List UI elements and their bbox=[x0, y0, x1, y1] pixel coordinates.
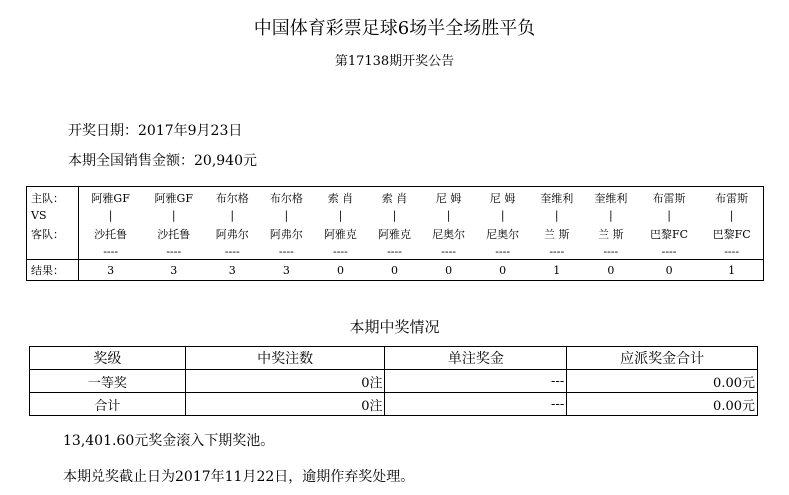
away-team: 阿弗尔 bbox=[215, 227, 249, 241]
vs-separator: | bbox=[284, 209, 289, 222]
prize-level: 合计 bbox=[30, 393, 186, 416]
home-team: 布尔格 bbox=[215, 191, 249, 205]
dash-row bbox=[27, 244, 764, 260]
home-team: 布雷斯 bbox=[715, 191, 749, 205]
home-team: 布尔格 bbox=[269, 191, 303, 205]
away-label: 客队： bbox=[27, 223, 79, 244]
match-result: 3 bbox=[142, 260, 205, 281]
vs-separator: | bbox=[608, 209, 613, 222]
result-row bbox=[27, 260, 764, 281]
vs-separator: | bbox=[500, 209, 505, 222]
winner-count: 0注 bbox=[185, 393, 385, 416]
vs-label: VS bbox=[27, 208, 79, 223]
dash-separator: ---- bbox=[387, 245, 402, 258]
match-result: 3 bbox=[205, 260, 259, 281]
home-team: 阿雅GF bbox=[154, 191, 193, 205]
home-team: 奎维利 bbox=[540, 191, 574, 205]
single-prize: --- bbox=[385, 370, 567, 393]
match-result: 0 bbox=[313, 260, 367, 281]
vs-separator: | bbox=[554, 209, 559, 222]
match-result: 0 bbox=[422, 260, 476, 281]
match-result: 3 bbox=[79, 260, 143, 281]
dash-separator: ---- bbox=[278, 245, 294, 258]
home-team: 索 肖 bbox=[327, 191, 354, 205]
single-prize: --- bbox=[385, 393, 567, 416]
dash-row-label bbox=[27, 244, 79, 260]
header-total-prize: 应派奖金合计 bbox=[567, 347, 758, 370]
away-team: 兰 斯 bbox=[544, 227, 570, 241]
table-row bbox=[30, 370, 758, 393]
match-result: 0 bbox=[476, 260, 530, 281]
matches-table bbox=[26, 186, 764, 281]
home-team: 阿雅GF bbox=[91, 191, 130, 205]
away-team: 巴黎FC bbox=[650, 227, 689, 241]
vs-separator: | bbox=[729, 209, 734, 222]
away-team: 巴黎FC bbox=[712, 227, 751, 241]
away-team-row bbox=[27, 223, 764, 244]
total-prize: 0.00元 bbox=[567, 393, 758, 416]
away-team: 阿雅克 bbox=[323, 227, 357, 241]
winner-count: 0注 bbox=[185, 370, 385, 393]
vs-separator: | bbox=[230, 209, 235, 222]
away-team: 沙托鲁 bbox=[157, 227, 191, 241]
match-result: 0 bbox=[584, 260, 638, 281]
dash-separator: ---- bbox=[495, 245, 511, 258]
home-team: 布雷斯 bbox=[652, 191, 686, 205]
dash-separator: ---- bbox=[549, 245, 565, 258]
prize-header-row bbox=[30, 347, 758, 370]
sales-amount: 本期全国销售金额：20,940元 bbox=[68, 153, 257, 169]
away-team: 沙托鲁 bbox=[94, 227, 128, 241]
dash-separator: ---- bbox=[603, 245, 619, 258]
away-team: 兰 斯 bbox=[598, 227, 624, 241]
separator-row bbox=[27, 208, 764, 223]
dash-separator: ---- bbox=[724, 245, 740, 258]
dash-separator: ---- bbox=[441, 245, 457, 258]
vs-separator: | bbox=[108, 209, 113, 222]
issue-subtitle: 第17138期开奖公告 bbox=[334, 54, 455, 69]
dash-separator: ---- bbox=[166, 245, 182, 258]
vs-separator: | bbox=[446, 209, 451, 222]
table-row bbox=[30, 393, 758, 416]
header-single-prize: 单注奖金 bbox=[385, 347, 567, 370]
home-team-row bbox=[27, 187, 764, 209]
dash-separator: ---- bbox=[333, 245, 348, 258]
total-prize: 0.00元 bbox=[567, 370, 758, 393]
prize-table bbox=[29, 346, 758, 416]
header-level: 奖级 bbox=[30, 347, 186, 370]
match-result: 0 bbox=[367, 260, 421, 281]
dash-separator: ---- bbox=[224, 245, 240, 258]
away-team: 尼奥尔 bbox=[486, 227, 520, 241]
draw-date: 开奖日期：2017年9月23日 bbox=[68, 123, 243, 139]
home-team: 尼 姆 bbox=[435, 191, 462, 205]
vs-separator: | bbox=[667, 209, 671, 222]
match-result: 3 bbox=[259, 260, 313, 281]
rollover-note: 13,401.60元奖金滚入下期奖池。 bbox=[63, 433, 275, 449]
away-team: 阿弗尔 bbox=[269, 227, 303, 241]
prize-level: 一等奖 bbox=[30, 370, 186, 393]
home-label: 主队： bbox=[27, 187, 79, 209]
vs-separator: | bbox=[171, 209, 176, 222]
away-team: 尼奥尔 bbox=[432, 227, 466, 241]
match-result: 1 bbox=[700, 260, 763, 281]
prize-section-title: 本期中奖情况 bbox=[349, 318, 440, 336]
home-team: 索 肖 bbox=[381, 191, 408, 205]
result-label: 结果： bbox=[27, 260, 79, 281]
dash-separator: ---- bbox=[661, 245, 677, 258]
deadline-note: 本期兑奖截止日为2017年11月22日，逾期作弃奖处理。 bbox=[63, 469, 415, 485]
vs-separator: | bbox=[338, 209, 343, 222]
announcement-title: 中国体育彩票足球6场半全场胜平负 bbox=[253, 18, 536, 39]
away-team: 阿雅克 bbox=[378, 227, 412, 241]
vs-separator: | bbox=[392, 209, 397, 222]
home-team: 尼 姆 bbox=[489, 191, 516, 205]
home-team: 奎维利 bbox=[594, 191, 628, 205]
match-result: 1 bbox=[530, 260, 584, 281]
match-result: 0 bbox=[638, 260, 700, 281]
header-count: 中奖注数 bbox=[185, 347, 385, 370]
dash-separator: ---- bbox=[103, 245, 119, 258]
